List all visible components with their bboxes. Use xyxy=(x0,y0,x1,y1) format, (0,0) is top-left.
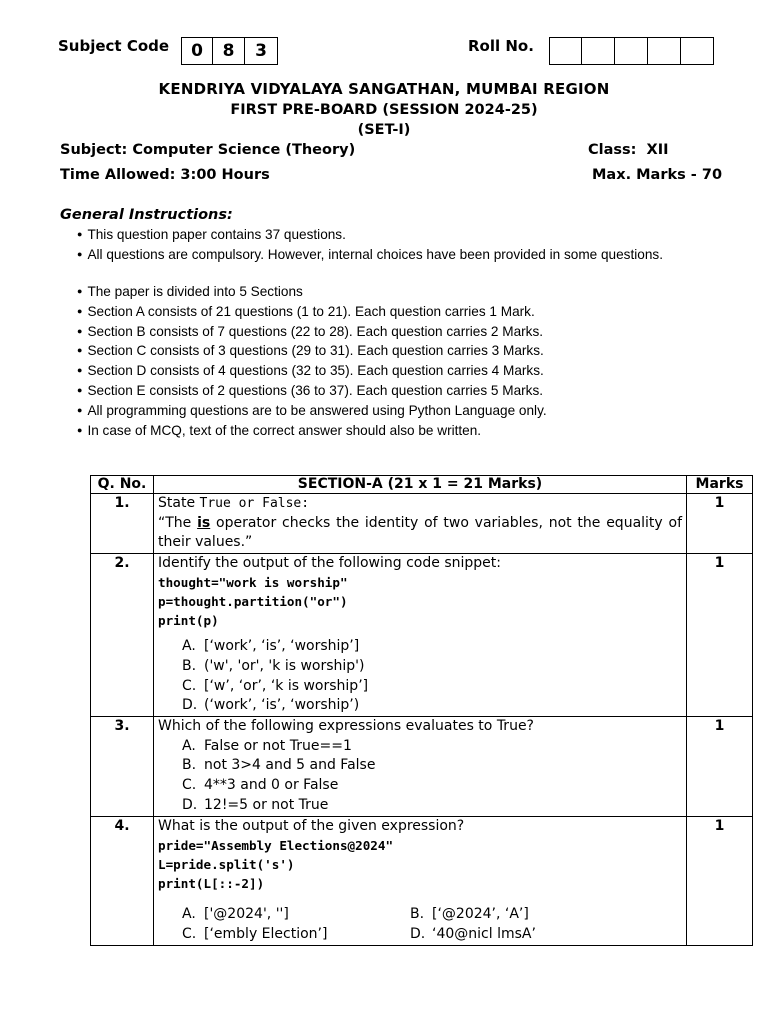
instruction-item: ● The paper is divided into 5 Sections xyxy=(77,283,547,303)
exam-title: FIRST PRE-BOARD (SESSION 2024-25) xyxy=(230,102,538,118)
instruction-item: ● Section C consists of 3 questions (29 to 31). Each question carries 3 Marks. xyxy=(77,342,547,362)
set-title: (SET-I) xyxy=(357,122,411,138)
instruction-item: ● Section E consists of 2 questions (36 to 37). Each question carries 5 Marks. xyxy=(77,382,547,402)
table-row xyxy=(91,494,753,554)
table-row xyxy=(91,816,753,945)
instruction-item: ● This question paper contains 37 questions. xyxy=(77,226,663,246)
option-b: B. [‘@2024’, ‘A’] xyxy=(410,906,529,923)
option-a: A. ['@2024', ''] xyxy=(182,906,289,923)
instruction-item: ● Section A consists of 21 questions (1 to 21). Each question carries 1 Mark. xyxy=(77,303,547,323)
roll-no-box xyxy=(549,37,582,65)
code-line: print(L[::-2]) xyxy=(158,876,265,892)
roll-no-box xyxy=(581,37,615,65)
code-line: pride="Assembly Elections@2024" xyxy=(158,838,394,854)
class-line: Class: XII xyxy=(588,142,669,158)
question-marks: 1 xyxy=(687,553,753,717)
code-line: thought="work is worship" xyxy=(158,575,348,590)
question-prompt: What is the output of the given expression? xyxy=(158,817,465,834)
option-d: D. ‘40@nicl lmsA’ xyxy=(410,926,536,943)
organization-title: KENDRIYA VIDYALAYA SANGATHAN, MUMBAI REGION xyxy=(158,80,610,98)
question-number: 3. xyxy=(91,717,154,817)
table-header-row xyxy=(91,476,753,494)
roll-no-box xyxy=(614,37,648,65)
option-a: A. False or not True==1 xyxy=(182,737,352,754)
roll-no-box xyxy=(680,37,714,65)
roll-no-label: Roll No. xyxy=(468,37,534,55)
col-header-section: SECTION-A (21 x 1 = 21 Marks) xyxy=(154,476,687,494)
code-line: L=pride.split('s') xyxy=(158,857,295,873)
instruction-item: ● All questions are compulsory. However, internal choices have been provided in some questions. xyxy=(77,246,663,266)
question-text xyxy=(154,717,687,817)
option-c: C. 4**3 and 0 or False xyxy=(182,777,339,794)
quote-rest: operator checks the identity of two variables, not the equality of their values.” xyxy=(158,514,682,550)
roll-no-box xyxy=(647,37,681,65)
quote-open: “The xyxy=(158,514,198,531)
table-row xyxy=(91,717,753,817)
question-marks: 1 xyxy=(687,816,753,945)
question-text xyxy=(154,494,687,554)
option-c: C. [‘embly Election’] xyxy=(182,926,328,943)
question-prompt: Identify the output of the following code snippet: xyxy=(158,554,501,571)
question-number: 4. xyxy=(91,816,154,945)
subject-code-boxes xyxy=(182,37,278,65)
question-marks: 1 xyxy=(687,717,753,817)
option-a: A. [‘work’, ‘is’, ‘worship’] xyxy=(182,638,360,654)
question-text xyxy=(154,816,687,945)
keyword-is: is xyxy=(197,514,211,531)
option-b: B. ('w', 'or', 'k is worship') xyxy=(182,657,365,674)
max-marks: Max. Marks - 70 xyxy=(592,167,723,183)
option-d: D. 12!=5 or not True xyxy=(182,797,329,814)
options-grid xyxy=(158,905,682,945)
subject-code-digit: 8 xyxy=(212,37,245,65)
time-allowed: Time Allowed: 3:00 Hours xyxy=(60,167,270,183)
subject-line: Subject: Computer Science (Theory) xyxy=(60,142,356,158)
section-a-table xyxy=(90,475,753,946)
question-text xyxy=(154,553,687,717)
option-c: C. [‘w’, ‘or’, ‘k is worship’] xyxy=(182,677,369,694)
table-row xyxy=(91,553,753,717)
instruction-item: ● All programming questions are to be answered using Python Language only. xyxy=(77,402,547,422)
instructions-group-1 xyxy=(77,226,663,266)
col-header-marks: Marks xyxy=(687,476,753,494)
question-prompt: Which of the following expressions evaluates to True? xyxy=(158,718,534,735)
roll-no-boxes xyxy=(550,37,714,65)
instruction-item: ● Section B consists of 7 questions (22 to 28). Each question carries 2 Marks. xyxy=(77,323,547,343)
question-marks: 1 xyxy=(687,494,753,554)
option-d: D. (‘work’, ‘is’, ‘worship’) xyxy=(182,697,360,714)
instruction-item: ● Section D consists of 4 questions (32 to 35). Each question carries 4 Marks. xyxy=(77,362,547,382)
question-lead: State xyxy=(158,495,200,511)
subject-code-digit: 0 xyxy=(181,37,213,65)
question-number: 2. xyxy=(91,553,154,717)
question-number: 1. xyxy=(91,494,154,554)
code-line: print(p) xyxy=(158,613,219,628)
instruction-item: ● In case of MCQ, text of the correct answer should also be written. xyxy=(77,422,547,442)
option-b: B. not 3>4 and 5 and False xyxy=(182,757,376,774)
subject-code-digit: 3 xyxy=(244,37,278,65)
instructions-title: General Instructions: xyxy=(60,207,233,223)
code-line: p=thought.partition("or") xyxy=(158,594,348,609)
col-header-qno: Q. No. xyxy=(91,476,154,494)
instructions-group-2 xyxy=(77,283,547,441)
subject-code-label: Subject Code xyxy=(58,37,170,55)
question-lead-code: True or False: xyxy=(199,496,310,511)
